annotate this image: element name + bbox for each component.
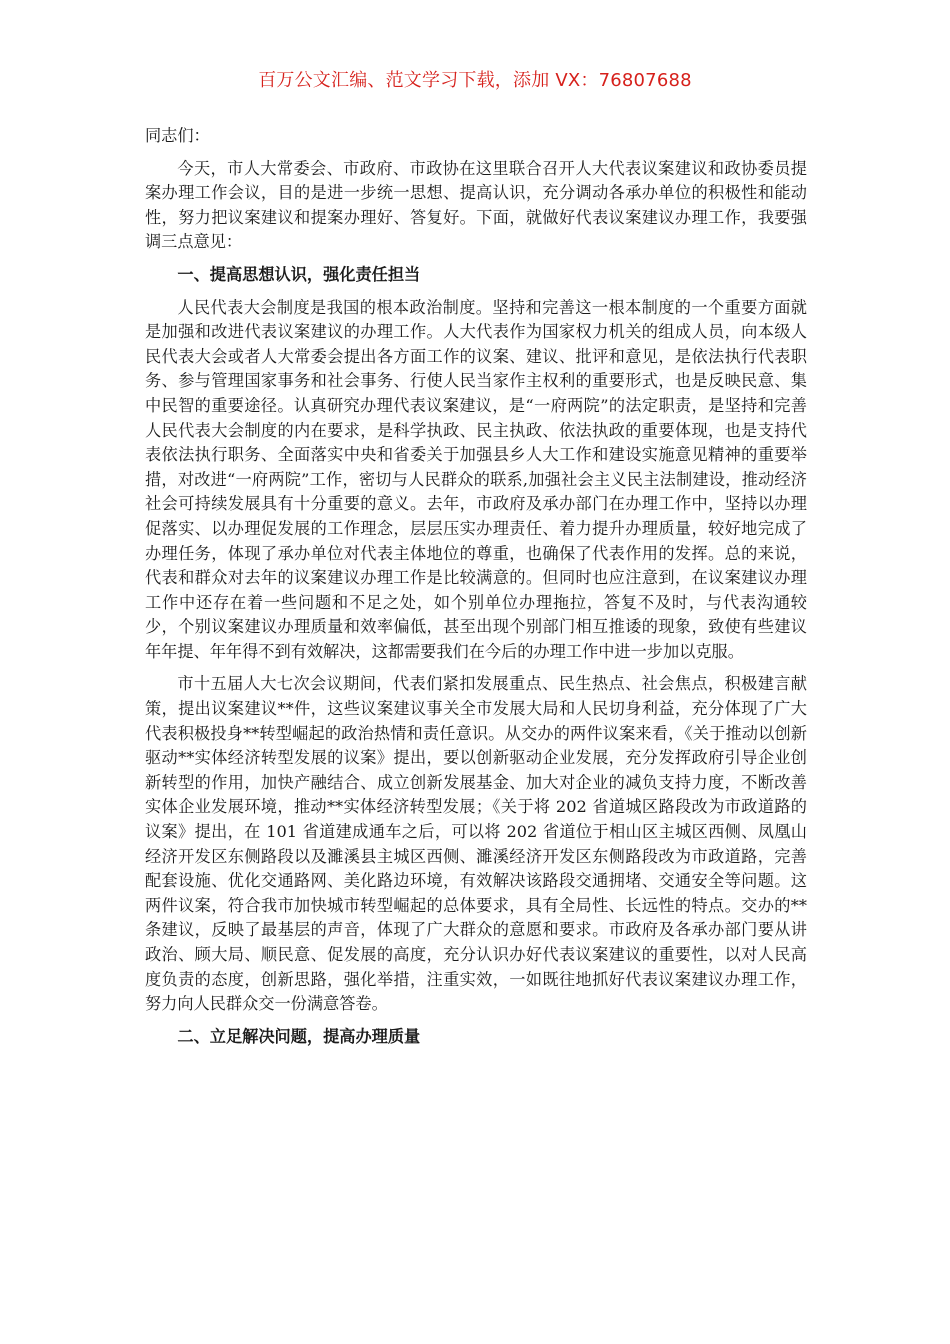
intro-paragraph: 今天，市人大常委会、市政府、市政协在这里联合召开人大代表议案建议和政协委员提案办理工作会议，目的是进一步统一思想、提高认识，充分调动各承办单位的积极性和能动性，努力把议案建议和提案办理好、答复好。下面，就做好代表议案建议办理工作，我要强调三点意见： <box>145 158 807 252</box>
section-1-paragraph-1: 人民代表大会制度是我国的根本政治制度。坚持和完善这一根本制度的一个重要方面就是加强和改进代表议案建议的办理工作。人大代表作为国家权力机关的组成人员，向本级人民代表大会或者人大常委会提出各方面工作的议案、建议、批评和意见，是依法执行代表职务、参与管理国家事务和社会事务、行使人民当家作主权利的重要形式，也是反映民意、集中民智的重要途径。认真研究办理代表议案建议，是“一府两院”的法定职责，是坚持和完善人民代表大会制度的内在要求，是科学执政、民主执政、依法执政的重要体现，也是支持代表依法执行职务、全面落实中央和省委关于加强县乡人大工作和建设实施意见精神的重要举措，对改进“一府两院”工作，密切与人民群众的联系,加强社会主义民主法制建设，推动经济社会可持续发展具有十分重要的意义。去年，市政府及承办部门在办理工作中，坚持以办理促落实、以办理促发展的工作理念，层层压实办理责任、着力提升办理质量，较好地完成了办理任务，体现了承办单位对代表主体地位的尊重，也确保了代表作用的发挥。总的来说，代表和群众对去年的议案建议办理工作是比较满意的。但同时也应注意到，在议案建议办理工作中还存在着一些问题和不足之处，如个别单位办理拖拉，答复不及时，与代表沟通较少，个别议案建议办理质量和效率偏低，甚至出现个别部门相互推诿的现象，致使有些建议年年提、年年得不到有效解决，这都需要我们在今后的办理工作中进一步加以克服。 <box>145 297 807 661</box>
watermark-banner: 百万公文汇编、范文学习下载，添加 VX：76807688 <box>258 70 692 91</box>
section-2-heading: 二、立足解决问题，提高办理质量 <box>177 1026 421 1046</box>
section-1-heading: 一、提高思想认识，强化责任担当 <box>177 264 421 284</box>
section-1-paragraph-2: 市十五届人大七次会议期间，代表们紧扣发展重点、民生热点、社会焦点，积极建言献策，提出议案建议**件，这些议案建议事关全市发展大局和人民切身利益，充分体现了广大代表积极投身**转型崛起的政治热情和责任意识。从交办的两件议案来看，《关于推动以创新驱动**实体经济转型发展的议案》提出，要以创新驱动企业发展，充分发挥政府引导企业创新转型的作用，加快产融结合、成立创新发展基金、加大对企业的减负支持力度，不断改善实体企业发展环境，推动**实体经济转型发展；《关于将 202 省道城区路段改为市政道路的议案》提出，在 101 省道建成通车之后，可以将 202 省道位于相山区主城区西侧、凤凰山经济开发区东侧路段以及濉溪县主城区西侧、濉溪经济开发区东侧路段改为市政道路，完善配套设施、优化交通路网、美化路边环境，有效解决该路段交通拥堵、交通安全等问题。这两件议案，符合我市加快城市转型崛起的总体要求，具有全局性、长远性的特点。交办的**条建议，反映了最基层的声音，体现了广大群众的意愿和要求。市政府及各承办部门要从讲政治、顾大局、顺民意、促发展的高度，充分认识办好代表议案建议的重要性，以对人民高度负责的态度，创新思路，强化举措，注重实效，一如既往地抓好代表议案建议办理工作，努力向人民群众交一份满意答卷。 <box>145 674 807 1014</box>
document-body <box>145 124 807 1057</box>
salutation: 同志们： <box>145 126 210 145</box>
